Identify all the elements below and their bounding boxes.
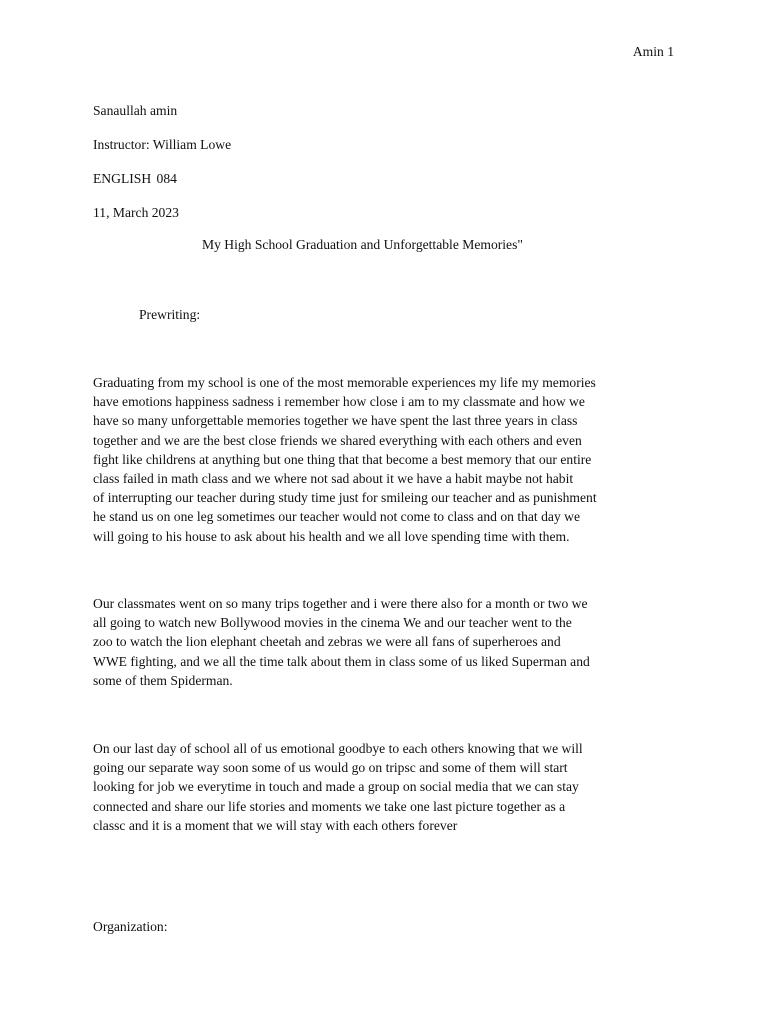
paragraph-1	[93, 373, 693, 546]
paragraph-line: On our last day of school all of us emotional goodbye to each others knowing that we will	[93, 741, 583, 756]
course-line: ENGLISH 084	[93, 171, 177, 186]
paragraph-line: some of them Spiderman.	[93, 672, 233, 688]
paragraph-line: Graduating from my school is one of the most memorable experiences my life my memories	[93, 375, 596, 390]
paragraph-3	[93, 739, 693, 835]
essay-title: My High School Graduation and Unforgettable Memories"	[202, 237, 523, 252]
paragraph-line: will going to his house to ask about his health and we all love spending time with them.	[93, 528, 570, 544]
paragraph-line: zoo to watch the lion elephant cheetah and zebras we were all fans of superheroes and	[93, 634, 561, 650]
paragraph-line: looking for job we everytime in touch and made a group on social media that we can stay	[93, 779, 579, 795]
paragraph-line: have emotions happiness sadness i remember how close i am to my classmate and how we	[93, 394, 585, 410]
organization-label: Organization:	[93, 919, 168, 934]
paragraph-line: together and we are the best close friends we shared everything with each others and even	[93, 432, 582, 448]
paragraph-line: he stand us on one leg sometimes our teacher would not come to class and on that day we	[93, 509, 580, 525]
prewriting-label: Prewriting:	[139, 307, 201, 322]
date-line: 11, March 2023	[93, 205, 179, 220]
paragraph-line: class failed in math class and we where not sad about it we have a habit maybe not habit	[93, 470, 574, 486]
paragraph-2	[93, 594, 693, 690]
paragraph-line: WWE fighting, and we all the time talk about them in class some of us liked Superman and	[93, 653, 590, 669]
paragraph-line: connected and share our life stories and moments we take one last picture together as a	[93, 798, 566, 814]
paragraph-line: of interrupting our teacher during study time just for smileing our teacher and as punishment	[93, 490, 597, 506]
paragraph-line: fight like childrens at anything but one thing that that become a best memory that our entire	[93, 451, 592, 467]
paragraph-line: all going to watch new Bollywood movies in the cinema We and our teacher went to the	[93, 615, 572, 631]
student-name: Sanaullah amin	[93, 103, 178, 118]
paragraph-line: have so many unforgettable memories together we have spent the last three years in class	[93, 413, 578, 429]
running-head: Amin 1	[632, 44, 674, 59]
instructor-line: Instructor: William Lowe	[93, 137, 232, 152]
paragraph-line: classc and it is a moment that we will stay with each others forever	[93, 817, 458, 833]
paragraph-line: Our classmates went on so many trips together and i were there also for a month or two we	[93, 596, 588, 611]
paragraph-line: going our separate way soon some of us would go on tripsc and some of them will start	[93, 760, 568, 776]
